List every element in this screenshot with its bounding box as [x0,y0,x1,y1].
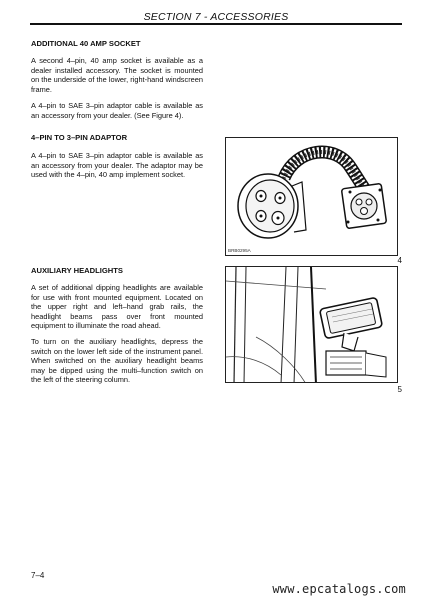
figure-number: 5 [397,385,402,394]
paragraph: A set of additional dipping headlights are available for use with front mounted equipment. Located on the upper right and left–hand grab rails, the headlight beams pass over front mounted equipment to illuminate the road ahead. [31,283,203,331]
paragraph: A 4–pin to SAE 3–pin adaptor cable is available as an accessory from your dealer. (See Figure 4). [31,101,203,120]
headlight-illustration [226,267,398,383]
figure-number: 4 [397,256,402,265]
adaptor-cable-illustration [226,138,398,256]
figure-adaptor-cable [225,137,398,256]
figure-auxiliary-headlight [225,266,398,383]
paragraph: To turn on the auxiliary headlights, depress the switch on the lower left side of the instrument panel. When switched on the auxiliary headlight beams may be dipped using the multi–function switch on the left of the steering column. [31,337,203,385]
paragraph: A second 4–pin, 40 amp socket is available as a dealer installed accessory. The socket is mounted on the underside of the lower, right-hand windscreen frame. [31,56,203,94]
figure-code: BRB0295A [228,248,251,253]
watermark: www.epcatalogs.com [272,582,406,596]
section-heading-auxiliary-headlights: AUXILIARY HEADLIGHTS [31,266,123,275]
page-number: 7–4 [31,571,45,580]
section-heading-adaptor: 4–PIN TO 3–PIN ADAPTOR [31,133,128,142]
header-divider [30,23,402,25]
section-title: SECTION 7 - ACCESSORIES [143,11,289,23]
paragraph: A 4–pin to SAE 3–pin adaptor cable is available as an accessory from your dealer. The adaptor may be used with the 4–pin, 40 amp implement socket. [31,151,203,180]
section-heading-40-amp-socket: ADDITIONAL 40 AMP SOCKET [31,39,141,48]
